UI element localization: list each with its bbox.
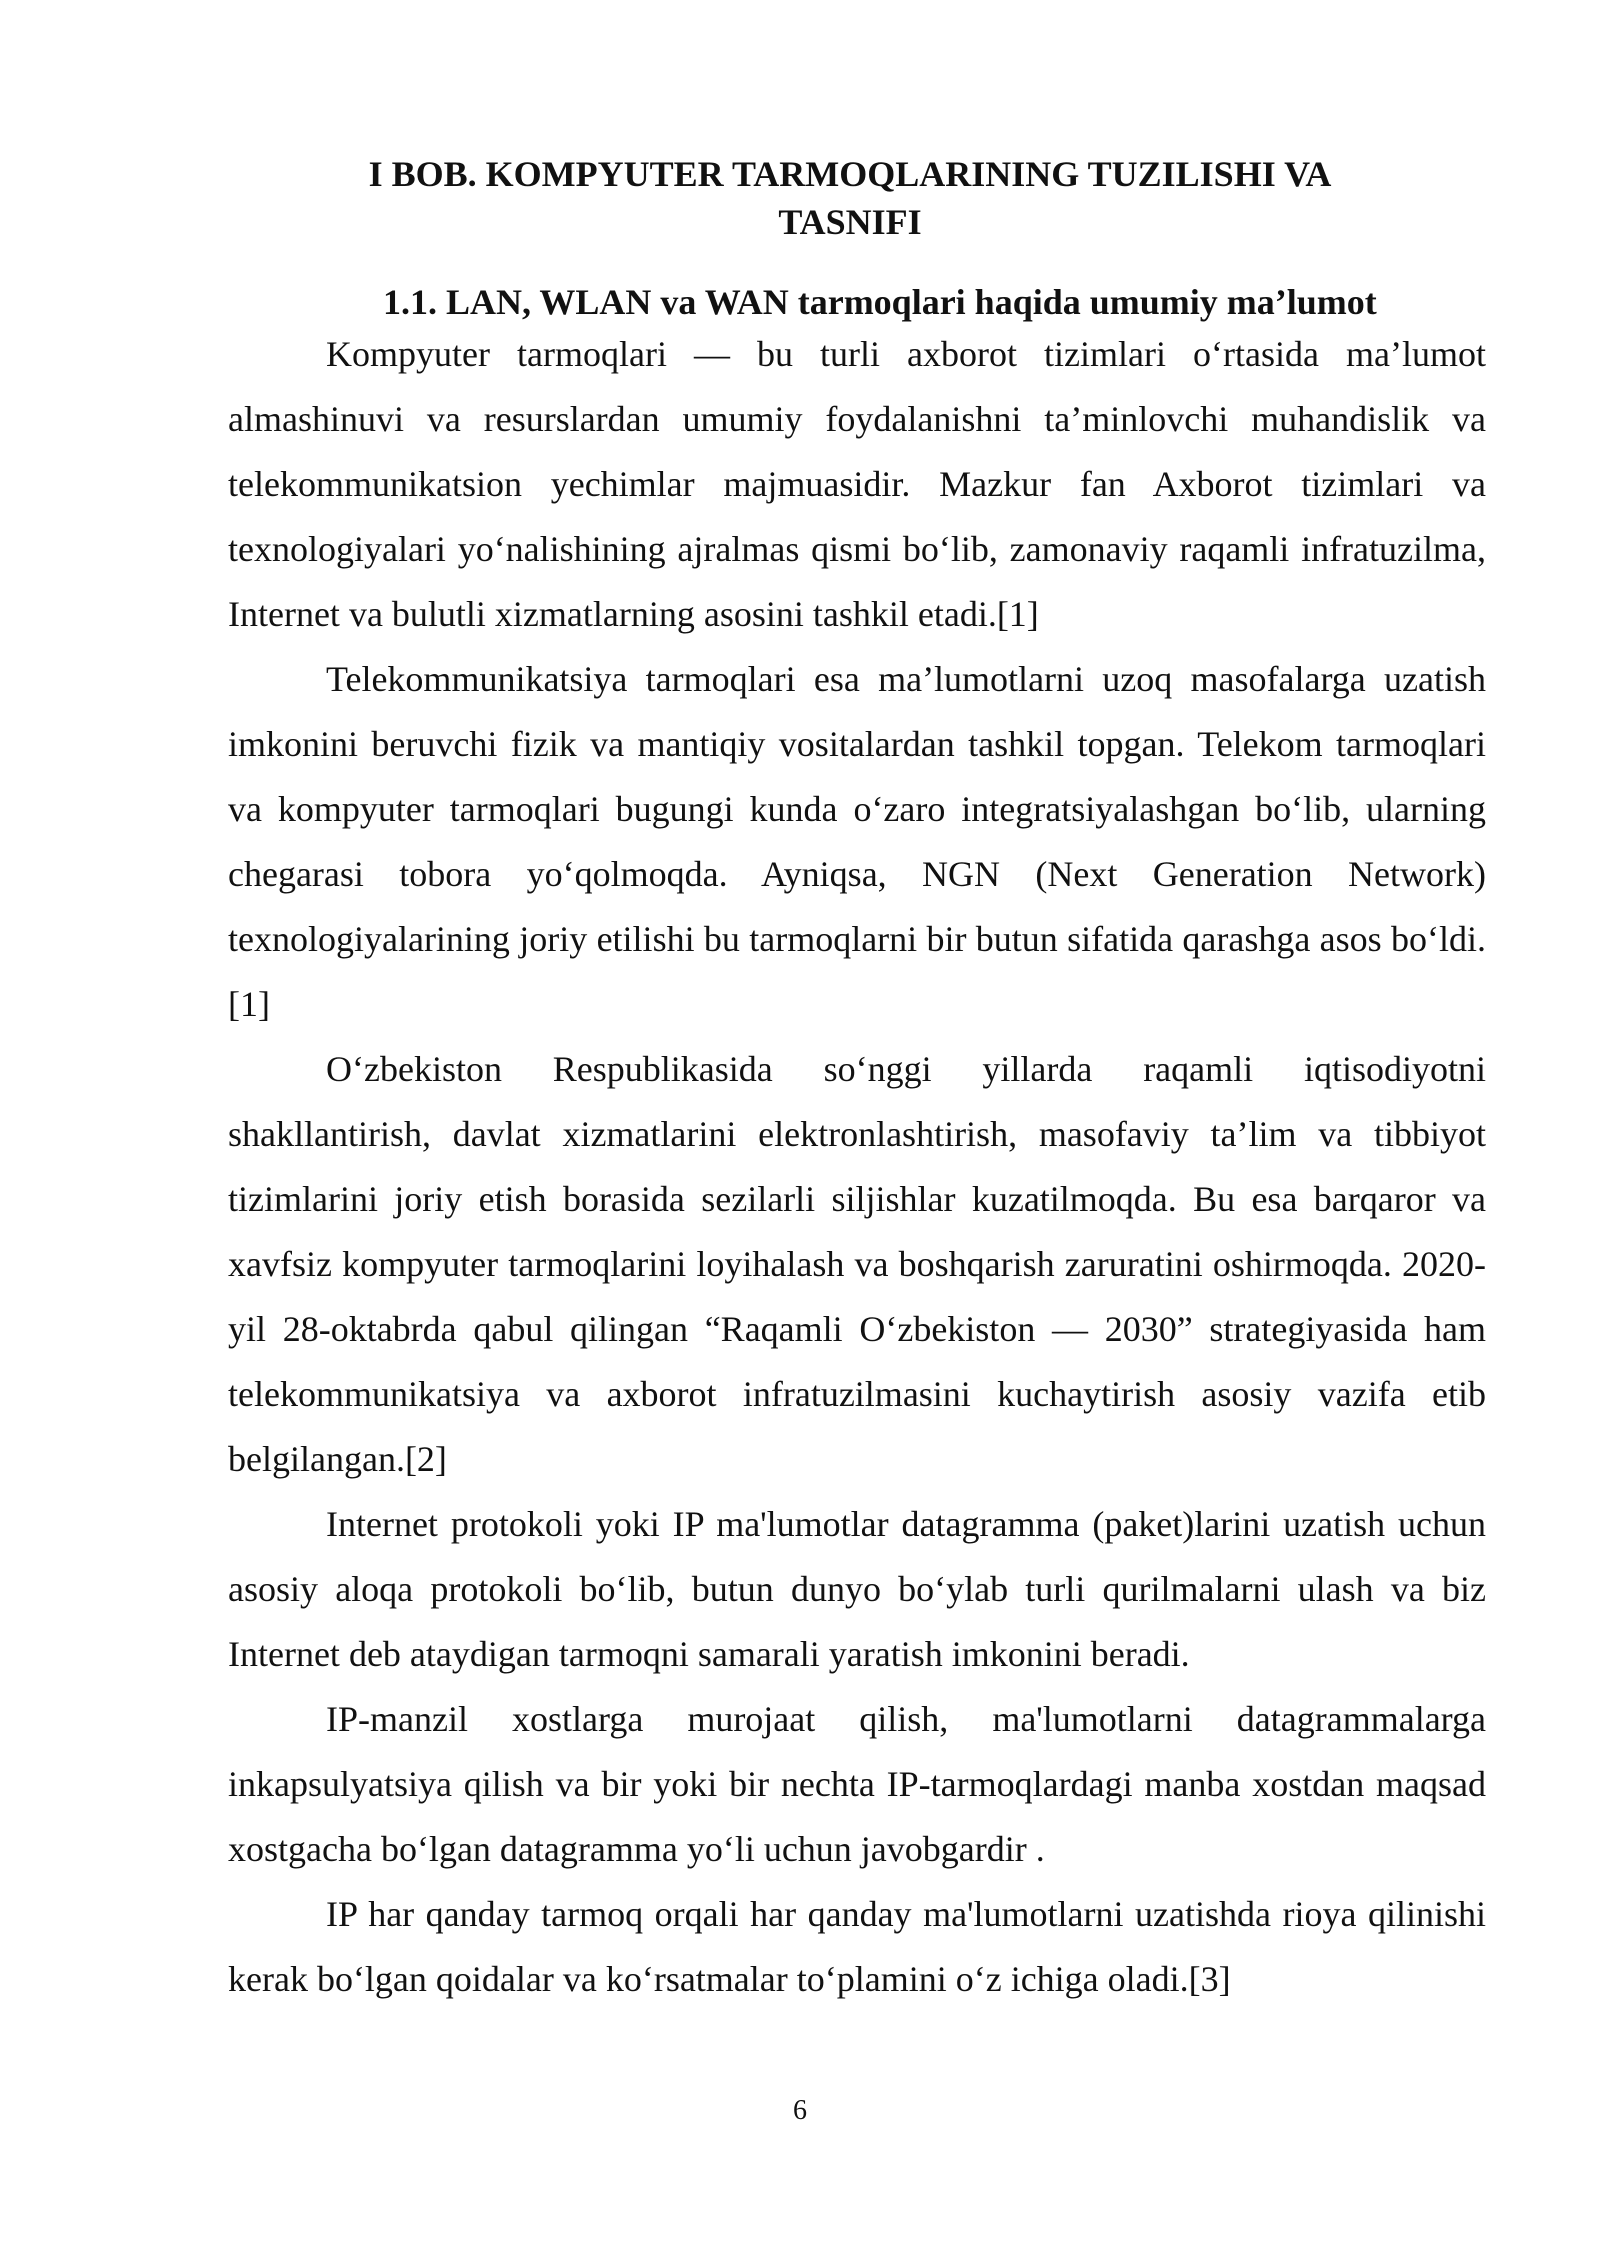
paragraph: IP har qanday tarmoq orqali har qanday ma'lumotlarni uzatishda rioya qilinishi kerak bo‘lgan qoidalar va ko‘rsatmalar to‘plamini o‘z ichiga oladi.[3]: [228, 1894, 1486, 1999]
body-text: [228, 322, 1486, 2012]
page-number: 6: [793, 2095, 807, 2126]
paragraph: Telekommunikatsiya tarmoqlari esa ma’lumotlarni uzoq masofalarga uzatish imkonini beruvchi fizik va mantiqiy vositalardan tashkil topgan. Telekom tarmoqlari va kompyuter tarmoqlari bugungi kunda o‘zaro integratsiyalashgan bo‘lib, ularning chegarasi tobora yo‘qolmoqda. Ayniqsa, NGN (Next Generation Network) texnologiyalarining joriy etilishi bu tarmoqlarni bir butun sifatida qarashga asos bo‘ldi.[1]: [228, 659, 1486, 1024]
paragraph: O‘zbekiston Respublikasida so‘nggi yillarda raqamli iqtisodiyotni shakllantirish, davlat xizmatlarini elektronlashtirish, masofaviy ta’lim va tibbiyot tizimlarini joriy etish borasida sezilarli siljishlar kuzatilmoqda. Bu esa barqaror va xavfsiz kompyuter tarmoqlarini loyihalash va boshqarish zaruratini oshirmoqda. 2020-yil 28-oktabrda qabul qilingan “Raqamli O‘zbekiston — 2030” strategiyasida ham telekommunikatsiya va axborot infratuzilmasini kuchaytirish asosiy vazifa etib belgilangan.[2]: [228, 1049, 1486, 1479]
paragraph: Internet protokoli yoki IP ma'lumotlar datagramma (paket)larini uzatish uchun asosiy aloqa protokoli bo‘lib, butun dunyo bo‘ylab turli qurilmalarni ulash va biz Internet deb ataydigan tarmoqni samarali yaratish imkonini beradi.: [228, 1504, 1486, 1674]
chapter-title: I BOB. KOMPYUTER TARMOQLARINING TUZILISHI VA TASNIFI: [368, 154, 1332, 242]
section-title: 1.1. LAN, WLAN va WAN tarmoqlari haqida umumiy ma’lumot: [383, 282, 1377, 322]
paragraph: Kompyuter tarmoqlari — bu turli axborot tizimlari o‘rtasida ma’lumot almashinuvi va resurslardan umumiy foydalanishni ta’minlovchi muhandislik va telekommunikatsion yechimlar majmuasidir. Mazkur fan Axborot tizimlari va texnologiyalari yo‘nalishining ajralmas qismi bo‘lib, zamonaviy raqamli infratuzilma, Internet va bulutli xizmatlarning asosini tashkil etadi.[1]: [228, 334, 1486, 634]
paragraph: IP-manzil xostlarga murojaat qilish, ma'lumotlarni datagrammalarga inkapsulyatsiya qilish va bir yoki bir nechta IP-tarmoqlardagi manba xostdan maqsad xostgacha bo‘lgan datagramma yo‘li uchun javobgardir .: [228, 1699, 1486, 1869]
